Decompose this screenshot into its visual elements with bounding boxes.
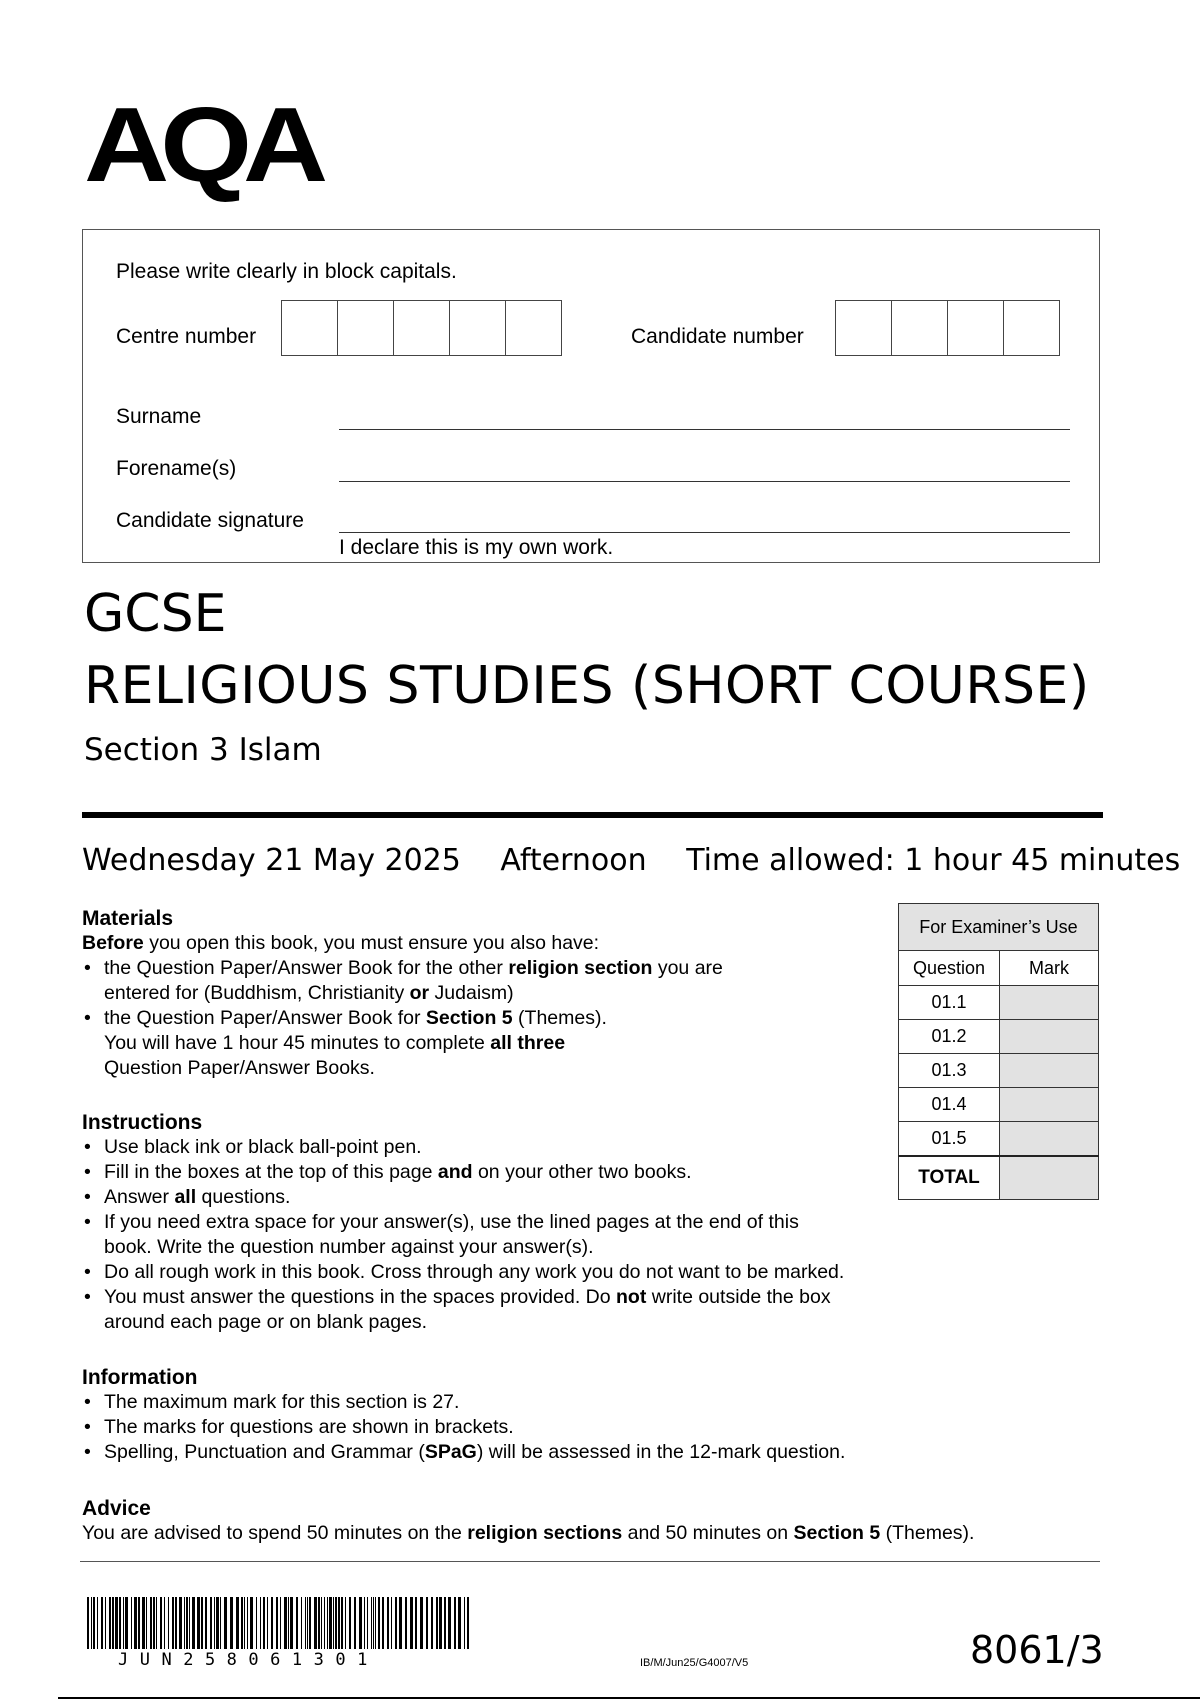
section-title: Section 3 Islam (84, 732, 322, 768)
candidate-number-boxes (835, 300, 1060, 356)
information-heading: Information (82, 1366, 198, 1389)
text: Spelling, Punctuation and Grammar ( (104, 1441, 425, 1463)
centre-number-digit[interactable] (393, 300, 450, 356)
total-row (899, 1156, 1099, 1200)
title-divider (82, 812, 1103, 818)
forenames-label: Forename(s) (116, 457, 237, 480)
examiner-use-table (898, 903, 1099, 1200)
paper-reference: IB/M/Jun25/G4007/V5 (640, 1657, 749, 1669)
text: write outside the box around each page or on blank pages. (104, 1286, 831, 1333)
information-section (82, 1365, 1032, 1465)
barcode-graphic (87, 1597, 469, 1649)
materials-section (82, 906, 782, 1081)
list-item (82, 1415, 1032, 1440)
centre-number-digit[interactable] (337, 300, 394, 356)
list-item (82, 1440, 1032, 1465)
centre-number-boxes (281, 300, 562, 356)
bold-text: religion sections (467, 1522, 623, 1544)
text: You are advised to spend 50 minutes on the (82, 1522, 468, 1544)
advice-heading: Advice (82, 1497, 151, 1520)
question-number: 01.4 (899, 1088, 1000, 1122)
list-item (82, 1210, 824, 1260)
table-row (899, 986, 1099, 1020)
exam-date: Wednesday 21 May 2025 (82, 843, 461, 878)
footer-divider (80, 1561, 1100, 1562)
information-list (82, 1390, 1032, 1465)
question-column-header: Question (899, 951, 1000, 986)
question-number: 01.1 (899, 986, 1000, 1020)
question-number: 01.2 (899, 1020, 1000, 1054)
text: the Question Paper/Answer Book for (104, 1007, 426, 1029)
instructions-section (82, 1110, 932, 1335)
mark-cell[interactable] (1000, 1054, 1099, 1088)
table-row (899, 1088, 1099, 1122)
candidate-number-digit[interactable] (835, 300, 892, 356)
centre-number-label: Centre number (116, 325, 257, 348)
bold-text: or (409, 982, 430, 1004)
mark-cell[interactable] (1000, 1122, 1099, 1157)
list-item (82, 1135, 932, 1160)
advice-section (82, 1496, 1132, 1546)
exam-session: Afternoon (500, 843, 647, 878)
text: the Question Paper/Answer Book for the other (104, 957, 509, 979)
materials-intro-bold: Before (82, 932, 144, 954)
centre-number-digit[interactable] (505, 300, 562, 356)
text: If you need extra space for your answer(s), use the lined pages at the end of this book. Write the question number against your answer(s). (104, 1211, 799, 1258)
instructions-heading: Instructions (82, 1111, 203, 1134)
signature-label: Candidate signature (116, 509, 304, 532)
text: The maximum mark for this section is 27. (104, 1391, 460, 1413)
bold-text: all three (490, 1032, 566, 1054)
text: you are entered for (Buddhism, Christianity (104, 957, 723, 1004)
text: Use black ink or black ball-point pen. (104, 1136, 422, 1158)
centre-number-digit[interactable] (281, 300, 338, 356)
text: (Themes). (512, 1007, 607, 1029)
page-bottom-rule (58, 1697, 1200, 1699)
text: The marks for questions are shown in brackets. (104, 1416, 514, 1438)
bold-text: religion section (508, 957, 653, 979)
list-item (82, 1390, 1032, 1415)
mark-cell[interactable] (1000, 1020, 1099, 1054)
text: and 50 minutes on (622, 1522, 794, 1544)
text: questions. (196, 1186, 291, 1208)
list-item (82, 1285, 864, 1335)
declaration-text: I declare this is my own work. (339, 536, 614, 559)
bold-text: SPaG (424, 1441, 477, 1463)
table-row (899, 1054, 1099, 1088)
text: Fill in the boxes at the top of this page (104, 1161, 438, 1183)
materials-list (82, 956, 782, 1081)
bold-text: Section 5 (425, 1007, 513, 1029)
text: on your other two books. (472, 1161, 692, 1183)
paper-code: 8061/3 (970, 1628, 1104, 1672)
question-number: 01.5 (899, 1122, 1000, 1157)
text: You must answer the questions in the spaces provided. Do (104, 1286, 616, 1308)
advice-text (82, 1521, 1132, 1546)
barcode-text: JUN258061301 (118, 1650, 379, 1670)
text: Do all rough work in this book. Cross through any work you do not want to be marked. (104, 1261, 845, 1283)
candidate-number-digit[interactable] (1003, 300, 1060, 356)
text: (Themes). (880, 1522, 975, 1544)
candidate-details-box (82, 229, 1100, 563)
candidate-number-digit[interactable] (891, 300, 948, 356)
list-item (82, 1260, 932, 1285)
materials-intro (82, 931, 782, 956)
time-allowed: Time allowed: 1 hour 45 minutes (686, 843, 1181, 878)
forenames-line[interactable] (339, 481, 1070, 482)
question-number: 01.3 (899, 1054, 1000, 1088)
text: Answer (104, 1186, 175, 1208)
mark-cell[interactable] (1000, 986, 1099, 1020)
centre-number-digit[interactable] (449, 300, 506, 356)
total-mark-cell[interactable] (1000, 1156, 1099, 1200)
aqa-logo: AQA (84, 85, 320, 205)
bold-text: Section 5 (793, 1522, 881, 1544)
table-row (899, 1020, 1099, 1054)
candidate-number-digit[interactable] (947, 300, 1004, 356)
text: Question Paper/Answer Books. (104, 1057, 375, 1079)
list-item (82, 1185, 932, 1210)
mark-column-header: Mark (1000, 951, 1099, 986)
subject-title: RELIGIOUS STUDIES (SHORT COURSE) (84, 656, 1090, 716)
qualification-title: GCSE (84, 584, 227, 644)
bold-text: not (616, 1286, 647, 1308)
total-label: TOTAL (899, 1156, 1000, 1200)
materials-intro-text: you open this book, you must ensure you also have: (143, 932, 600, 954)
signature-line[interactable] (339, 532, 1070, 533)
instructions-list (82, 1135, 932, 1335)
mark-cell[interactable] (1000, 1088, 1099, 1122)
text: You will have 1 hour 45 minutes to complete (104, 1032, 491, 1054)
bold-text: all (174, 1186, 197, 1208)
list-item (82, 1006, 782, 1081)
surname-label: Surname (116, 405, 202, 428)
table-row (899, 1122, 1099, 1157)
exam-dateline (82, 843, 1180, 878)
text: ) will be assessed in the 12-mark question. (476, 1441, 846, 1463)
list-item (82, 1160, 932, 1185)
materials-heading: Materials (82, 907, 174, 930)
list-item (82, 956, 782, 1006)
text: Judaism) (429, 982, 514, 1004)
surname-line[interactable] (339, 429, 1070, 430)
examiner-use-title: For Examiner’s Use (899, 904, 1099, 951)
candidate-number-label: Candidate number (631, 325, 804, 348)
block-capitals-instruction: Please write clearly in block capitals. (116, 260, 457, 283)
bold-text: and (437, 1161, 473, 1183)
